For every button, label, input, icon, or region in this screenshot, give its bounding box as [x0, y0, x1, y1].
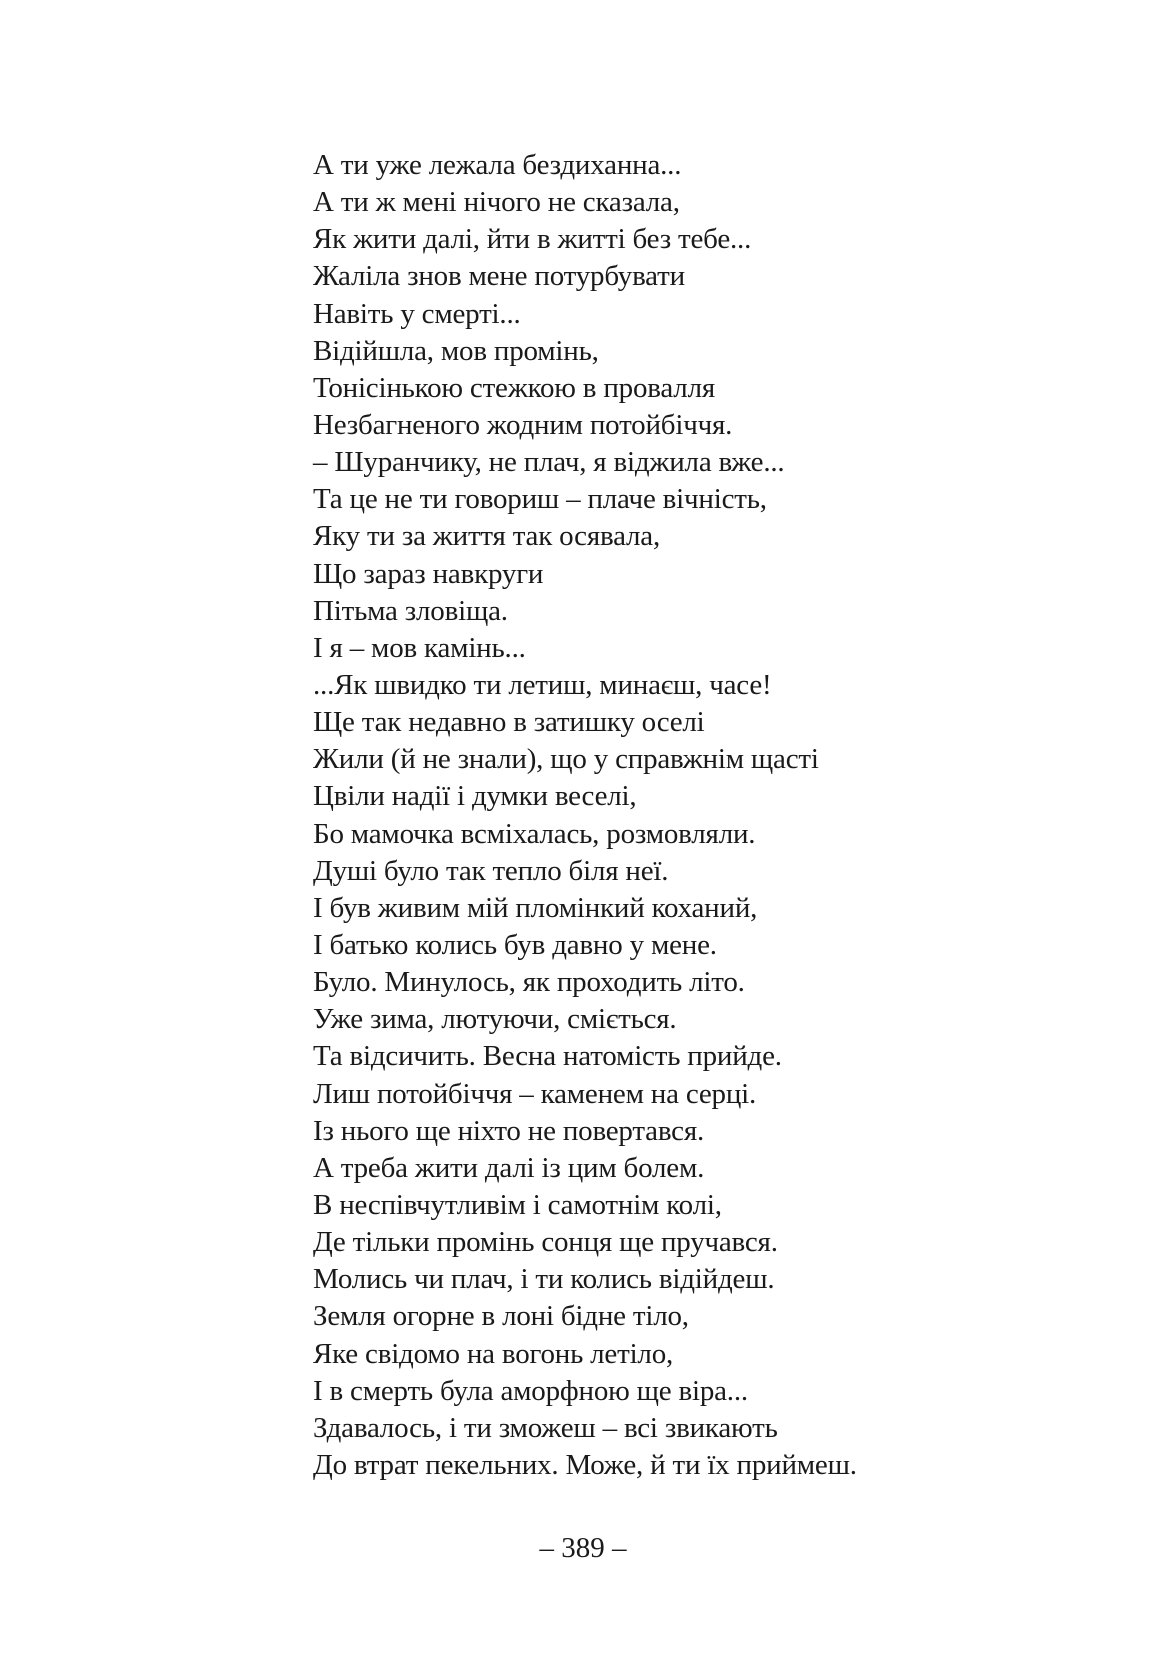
- poem-line: Здавалось, і ти зможеш – всі звикають: [313, 1411, 778, 1444]
- page-number: – 389 –: [539, 1532, 627, 1564]
- poem-line: Жаліла знов мене потурбувати: [313, 260, 685, 293]
- poem-line: А ти уже лежала бездиханна...: [313, 149, 682, 181]
- poem-line: І батько колись був давно у мене.: [313, 928, 717, 961]
- poem-line: Душі було так тепло біля неї.: [313, 854, 669, 887]
- poem-line: Як жити далі, йти в житті без тебе...: [313, 223, 752, 256]
- poem-line: Відійшла, мов промінь,: [313, 334, 599, 367]
- poem-line: Що зараз навкруги: [313, 557, 544, 590]
- poem-line: Яку ти за життя так осявала,: [313, 520, 661, 553]
- poem-line: Жили (й не знали), що у справжнім щасті: [313, 743, 819, 776]
- poem-line: Лиш потойбіччя – каменем на серці.: [313, 1077, 757, 1110]
- poem-line: Цвіли надії і думки веселі,: [313, 780, 637, 813]
- poem-line: Із нього ще ніхто не повертався.: [313, 1114, 705, 1147]
- poem-line: Пітьма зловіща.: [313, 594, 508, 627]
- poem-text: [313, 147, 1033, 1484]
- poem-line: До втрат пекельних. Може, й ти їх приймеш.: [313, 1448, 857, 1481]
- poem-line: – Шуранчику, не плач, я віджила вже...: [313, 446, 785, 479]
- poem-line: Тонісінькою стежкою в провалля: [313, 371, 715, 404]
- poem-line: І я – мов камінь...: [313, 631, 526, 664]
- poem-line: Було. Минулось, як проходить літо.: [313, 966, 745, 999]
- poem-line: І був живим мій пломінкий коханий,: [313, 891, 758, 924]
- poem-line: Незбагненого жодним потойбіччя.: [313, 408, 733, 441]
- poem-line: І в смерть була аморфною ще віра...: [313, 1374, 748, 1407]
- poem-line: Молись чи плач, і ти колись відійдеш.: [313, 1263, 775, 1296]
- poem-line: А треба жити далі із цим болем.: [313, 1151, 705, 1184]
- poem-line: Ще так недавно в затишку оселі: [313, 706, 705, 739]
- poem-line: Уже зима, лютуючи, сміється.: [313, 1003, 677, 1036]
- poem-line: Та відсичить. Весна натомість прийде.: [313, 1040, 782, 1073]
- poem-line: Де тільки промінь сонця ще пручався.: [313, 1226, 778, 1259]
- poem-line: Яке свідомо на вогонь летіло,: [313, 1337, 674, 1370]
- poem-line: Та це не ти говориш – плаче вічність,: [313, 483, 767, 516]
- poem-line: В неспівчутливім і самотнім колі,: [313, 1188, 722, 1221]
- poem-line: Земля огорне в лоні бідне тіло,: [313, 1300, 689, 1333]
- poem-line: А ти ж мені нічого не сказала,: [313, 186, 680, 219]
- poem-line: Навіть у смерті...: [313, 297, 521, 330]
- poem-line: ...Як швидко ти летиш, минаєш, часе!: [313, 668, 772, 701]
- poem-line: Бо мамочка всміхалась, розмовляли.: [313, 817, 756, 850]
